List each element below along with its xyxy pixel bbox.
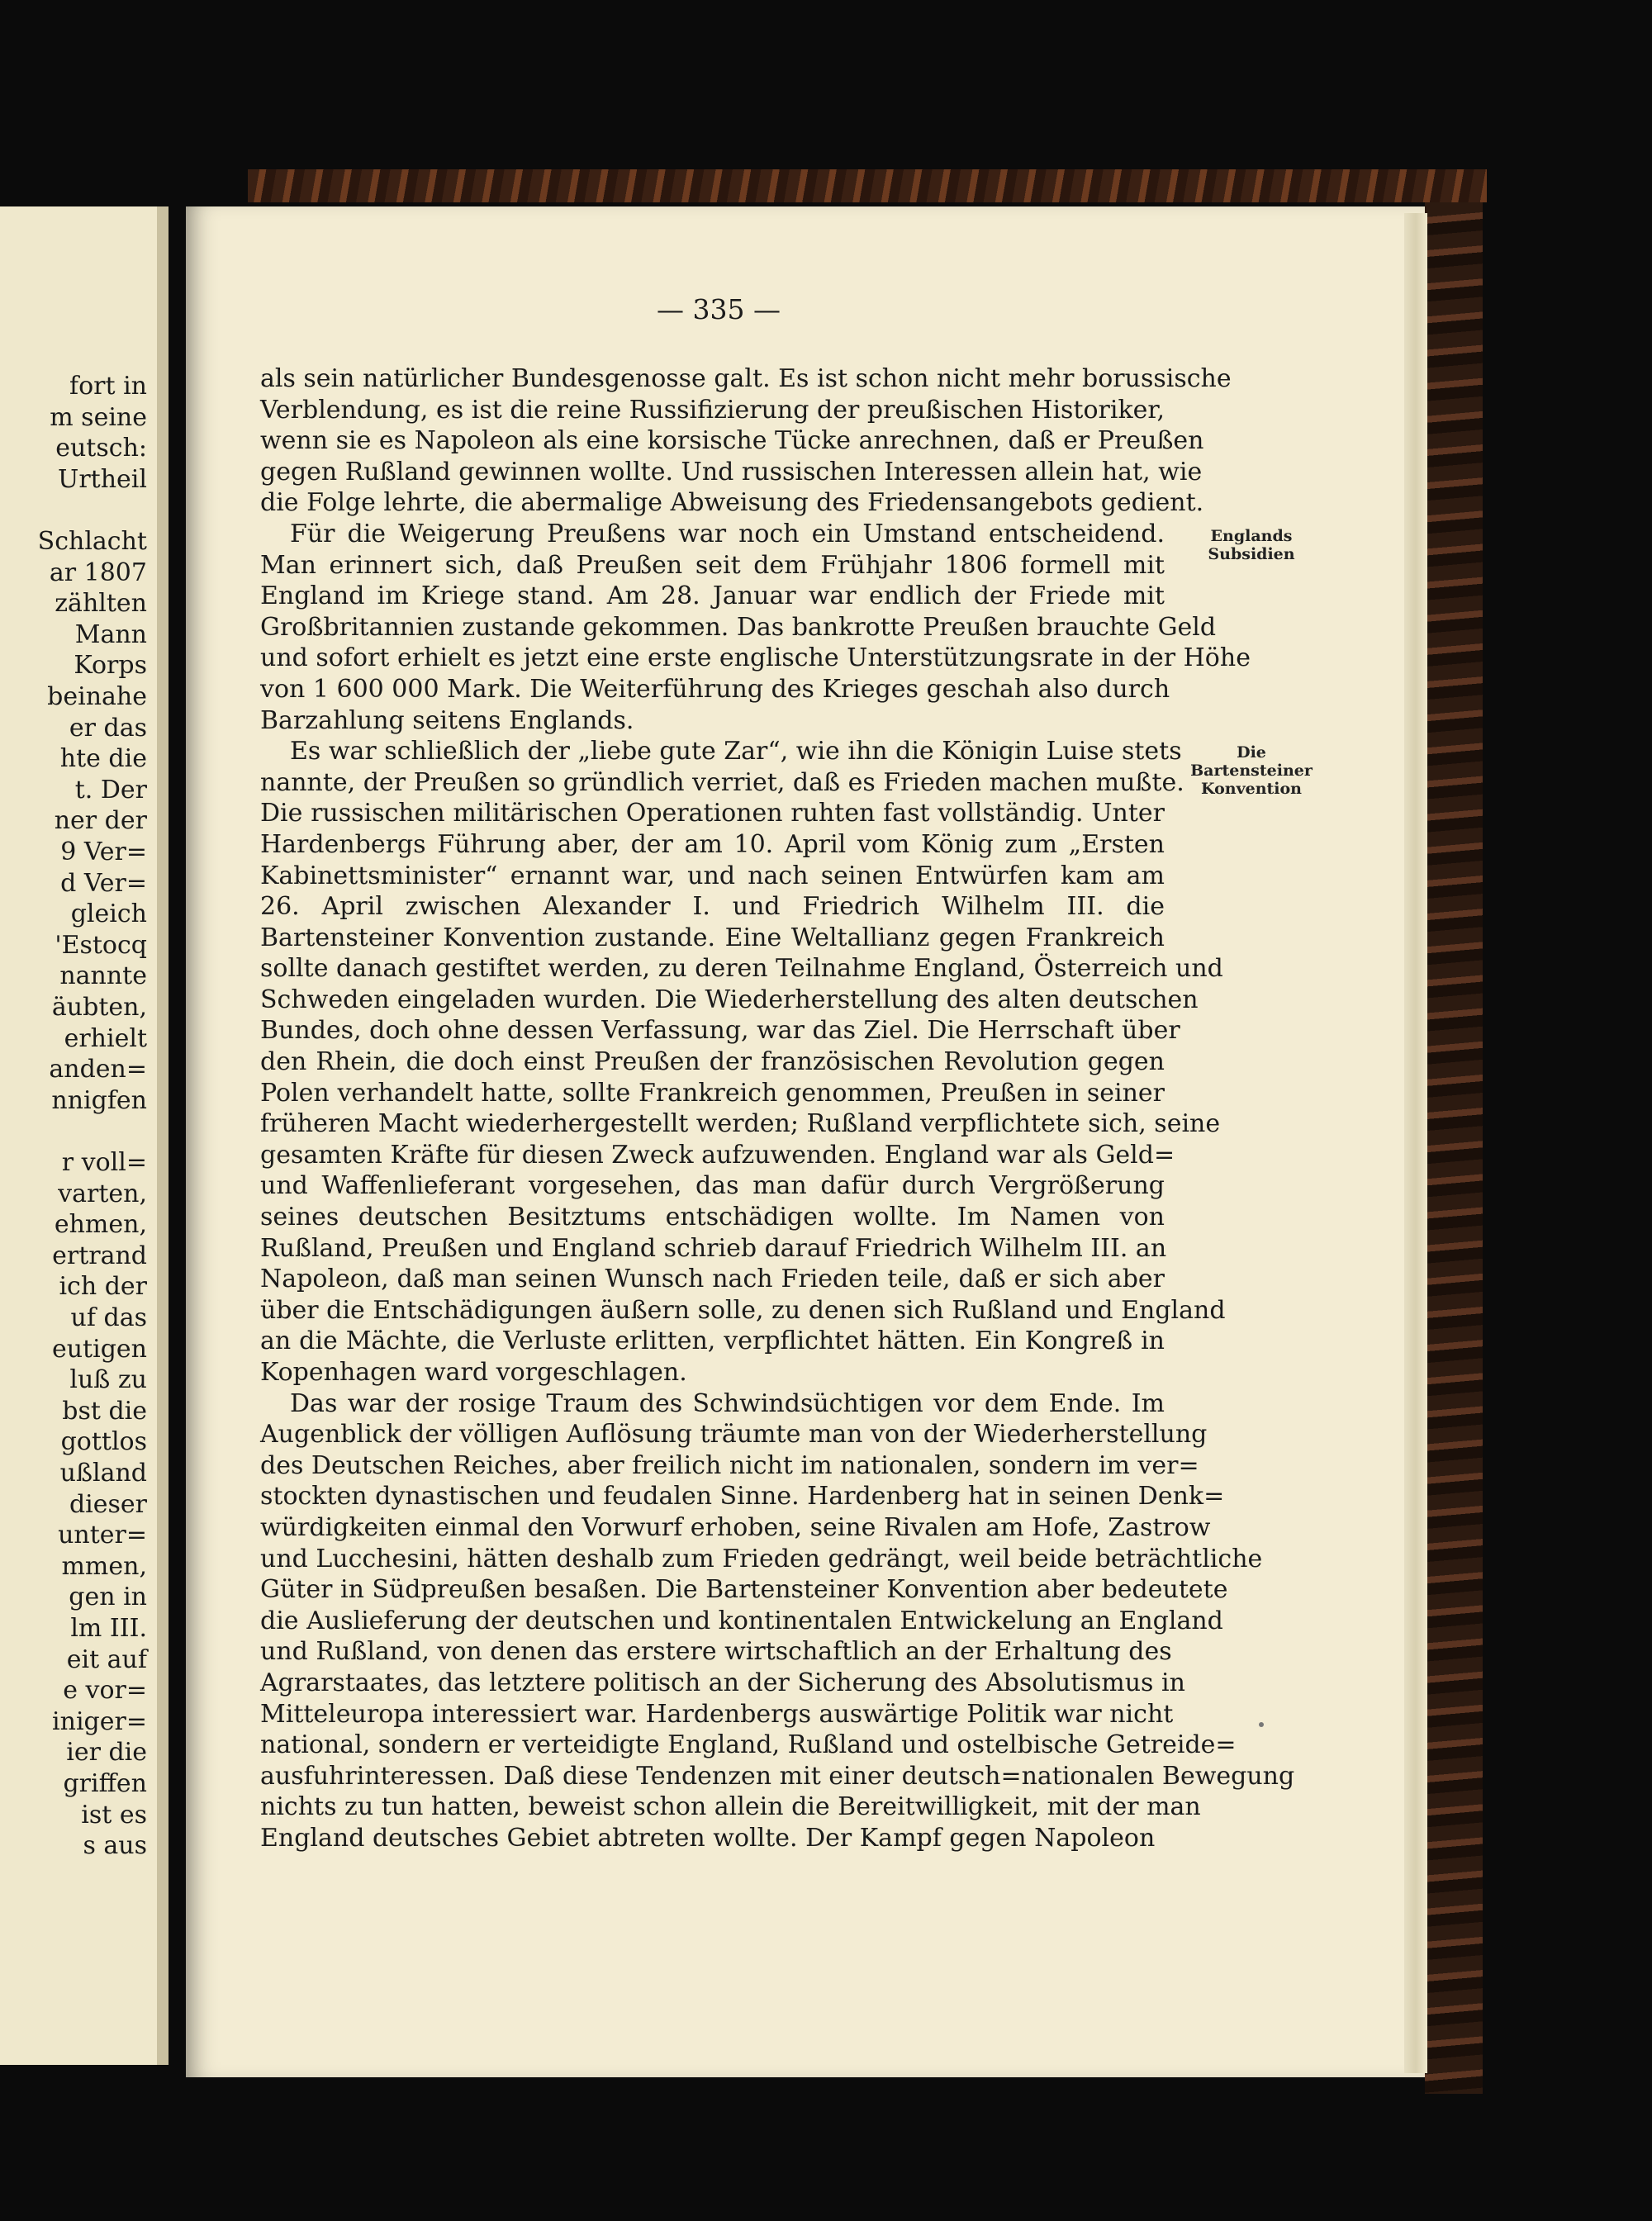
left-page-fragment: gleich — [70, 899, 147, 929]
text-line: Barzahlung seitens Englands. — [260, 705, 634, 735]
text-line: Augenblick der völligen Auflösung träumte man von der Wiederherstellung — [260, 1420, 1208, 1450]
text-line: 26. April zwischen Alexander I. und Friedrich Wilhelm III. die — [260, 892, 1165, 922]
margin-note-bartensteiner-konvention — [1181, 743, 1322, 798]
text-line: gesamten Kräfte für diesen Zweck aufzuwenden. England war als Geld= — [260, 1140, 1175, 1170]
left-page-fragment: äubten, — [51, 993, 147, 1022]
left-page-fragment: 9 Ver= — [60, 838, 147, 866]
left-page-fragment: eutigen — [51, 1334, 147, 1364]
left-page-fragment: eit auf — [66, 1644, 147, 1674]
text-line: Rußland, Preußen und England schrieb darauf Friedrich Wilhelm III. an — [260, 1233, 1167, 1263]
text-line: Für die Weigerung Preußens war noch ein Umstand entscheidend. — [290, 519, 1165, 548]
left-page-fragment: lm III. — [70, 1614, 147, 1643]
page-number: — 335 — — [657, 293, 781, 325]
left-page-fragment: t. Der — [74, 775, 147, 804]
left-page-fragment: varten, — [58, 1179, 147, 1208]
left-page-fragment: ehmen, — [54, 1210, 147, 1240]
text-line: sollte danach gestiftet werden, zu deren Teilnahme England, Österreich und — [260, 954, 1223, 984]
left-page-fragment: mmen, — [61, 1551, 147, 1581]
text-line: über die Entschädigungen äußern solle, zu denen sich Rußland und England — [260, 1295, 1226, 1325]
text-line: Das war der rosige Traum des Schwindsüchtigen vor dem Ende. Im — [290, 1388, 1165, 1418]
text-line: England deutsches Gebiet abtreten wollte. Der Kampf gegen Napoleon — [260, 1823, 1156, 1853]
text-line: Polen verhandelt hatte, sollte Frankreich genommen, Preußen in seiner — [260, 1078, 1165, 1108]
margin-note-line: Subsidien — [1208, 545, 1295, 563]
text-line: Mitteleuropa interessiert war. Hardenbergs auswärtige Politik war nicht — [260, 1699, 1174, 1729]
text-line: England im Kriege stand. Am 28. Januar war endlich der Friede mit — [260, 581, 1165, 611]
left-page — [0, 206, 169, 2065]
page-stack-edge — [1404, 213, 1427, 2073]
text-line: Die russischen militärischen Operationen ruhten fast vollständig. Unter — [260, 799, 1165, 828]
text-line: Großbritannien zustande gekommen. Das bankrotte Preußen brauchte Geld — [260, 612, 1217, 642]
left-page-fragment: hte die — [59, 744, 147, 774]
text-line: Napoleon, daß man seinen Wunsch nach Frieden teile, daß er sich aber — [260, 1265, 1165, 1294]
left-page-fragment: ist es — [81, 1800, 147, 1829]
left-page-fragment: Urtheil — [58, 464, 147, 494]
text-line: den Rhein, die doch einst Preußen der französischen Revolution gegen — [260, 1047, 1165, 1077]
left-page-fragment: unter= — [58, 1521, 147, 1550]
text-line: und sofort erhielt es jetzt eine erste englische Unterstützungsrate in der Höhe — [260, 643, 1251, 673]
text-line: an die Mächte, die Verluste erlitten, verpflichtet hätten. Ein Kongreß in — [260, 1326, 1165, 1356]
left-page-fragment: ier die — [66, 1738, 147, 1768]
left-page-fragment: erhielt — [64, 1023, 147, 1053]
left-page-fragment: zählten — [55, 589, 147, 619]
left-page-fragment: nnigfen — [51, 1085, 147, 1115]
left-page-fragment: bst die — [62, 1396, 147, 1426]
left-page-fragment: 'Estocq — [55, 930, 147, 960]
text-line: Schweden eingeladen wurden. Die Wiederherstellung des alten deutschen — [260, 985, 1199, 1014]
text-line: Güter in Südpreußen besaßen. Die Bartensteiner Konvention aber bedeutete — [260, 1575, 1228, 1605]
left-page-fragment: luß zu — [69, 1365, 147, 1395]
text-line: als sein natürlicher Bundesgenosse galt. Es ist schon nicht mehr borussische — [260, 364, 1232, 393]
left-page-fragment: nannte — [59, 961, 147, 991]
left-page-fragment: beinahe — [47, 682, 147, 711]
text-line: und Waffenlieferant vorgesehen, das man dafür durch Vergrößerung — [260, 1171, 1165, 1201]
text-line: würdigkeiten einmal den Vorwurf erhoben, seine Rivalen am Hofe, Zastrow — [260, 1512, 1211, 1542]
left-page-fragment: iniger= — [52, 1706, 147, 1736]
text-line: Agrarstaates, das letztere politisch an der Sicherung des Absolutismus in — [260, 1668, 1185, 1697]
text-line: die Folge lehrte, die abermalige Abweisung des Friedensangebots gedient. — [260, 488, 1204, 518]
book-top-edge — [248, 169, 1487, 202]
text-line: Kopenhagen ward vorgeschlagen. — [260, 1358, 687, 1387]
text-line: Kabinettsminister“ ernannt war, und nach seinen Entwürfen kam am — [260, 861, 1165, 890]
left-page-fragment: gottlos — [60, 1427, 147, 1457]
text-line: seines deutschen Besitztums entschädigen wollte. Im Namen von — [260, 1203, 1165, 1232]
left-page-fragment: anden= — [49, 1055, 147, 1084]
text-line: national, sondern er verteidigte England, Rußland und ostelbische Getreide= — [260, 1730, 1237, 1760]
text-line: stockten dynastischen und feudalen Sinne. Hardenberg hat in seinen Denk= — [260, 1482, 1225, 1512]
left-page-fragment: griffen — [63, 1769, 147, 1798]
left-page-fragment: uf das — [70, 1303, 147, 1332]
book-cover-edge — [1425, 202, 1483, 2094]
margin-note-line: Die — [1237, 743, 1266, 762]
text-line: Bundes, doch ohne dessen Verfassung, war das Ziel. Die Herrschaft über — [260, 1016, 1180, 1046]
margin-note-line: Bartensteiner — [1190, 762, 1313, 780]
left-page-fragment: gen in — [69, 1583, 147, 1612]
text-line: und Rußland, von denen das erstere wirtschaftlich an der Erhaltung des — [260, 1637, 1172, 1667]
left-page-fragment: Korps — [74, 651, 147, 681]
text-line: die Auslieferung der deutschen und kontinentalen Entwickelung an England — [260, 1606, 1223, 1635]
left-page-fragment: Mann — [74, 619, 147, 649]
left-page-fragment: dieser — [69, 1489, 147, 1519]
text-line: von 1 600 000 Mark. Die Weiterführung des Krieges geschah also durch — [260, 674, 1170, 704]
left-page-fragment: ich der — [59, 1272, 147, 1302]
left-page-fragment: ar 1807 — [49, 558, 147, 587]
text-line: gegen Rußland gewinnen wollte. Und russischen Interessen allein hat, wie — [260, 457, 1203, 486]
margin-note-englands-subsidien — [1181, 527, 1322, 563]
text-line: Hardenbergs Führung aber, der am 10. April vom König zum „Ersten — [260, 829, 1165, 859]
left-page-fragment: Schlacht — [37, 527, 147, 556]
left-page-fragment: e vor= — [63, 1676, 147, 1706]
margin-dot — [1259, 1722, 1264, 1727]
left-page-fragment: d Ver= — [60, 868, 147, 898]
text-line: früheren Macht wiederhergestellt werden; Rußland verpflichtete sich, seine — [260, 1109, 1221, 1139]
text-line: Es war schließlich der „liebe gute Zar“, wie ihn die Königin Luise stets — [290, 737, 1182, 766]
left-page-fragment: m seine — [50, 402, 147, 432]
left-page-fragment: er das — [69, 713, 147, 743]
left-page-fragment: s aus — [83, 1831, 147, 1861]
left-page-fragment: r voll= — [61, 1148, 147, 1177]
text-line: ausfuhrinteressen. Daß diese Tendenzen mit einer deutsch=nationalen Bewegung — [260, 1761, 1295, 1791]
text-line: nannte, der Preußen so gründlich verriet, daß es Frieden machen mußte. — [260, 767, 1184, 797]
left-page-fragment: ertrand — [52, 1241, 147, 1270]
text-line: des Deutschen Reiches, aber freilich nicht im nationalen, sondern im ver= — [260, 1450, 1199, 1480]
text-line: wenn sie es Napoleon als eine korsische Tücke anrechnen, daß er Preußen — [260, 426, 1204, 456]
text-line: nichts zu tun hatten, beweist schon allein die Bereitwilligkeit, mit der man — [260, 1792, 1201, 1822]
left-page-fragment: fort in — [69, 372, 147, 401]
text-line: Man erinnert sich, daß Preußen seit dem Frühjahr 1806 formell mit — [260, 550, 1165, 580]
text-line: Bartensteiner Konvention zustande. Eine Weltallianz gegen Frankreich — [260, 923, 1165, 952]
text-line: und Lucchesini, hätten deshalb zum Frieden gedrängt, weil beide beträchtliche — [260, 1544, 1263, 1573]
left-page-fragment: eutsch: — [55, 434, 147, 463]
margin-note-line: Konvention — [1200, 780, 1302, 798]
left-page-fragment: ußland — [59, 1459, 147, 1488]
margin-note-line: Englands — [1210, 527, 1293, 545]
text-line: Verblendung, es ist die reine Russifizierung der preußischen Historiker, — [260, 395, 1165, 425]
left-page-fragment: ner der — [54, 806, 147, 836]
